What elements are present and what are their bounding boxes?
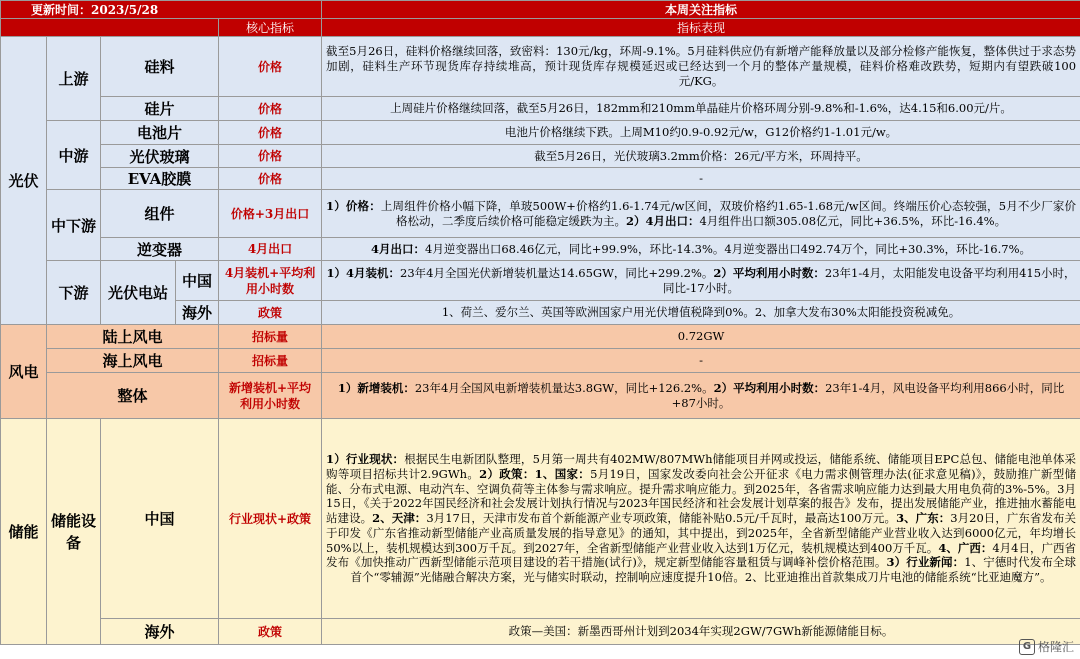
table-row [1, 619, 1080, 645]
indicator-wind-overall: 新增装机+平均利用小时数 [219, 373, 322, 419]
update-time: 更新时间：2023/5/28 [1, 1, 322, 19]
stage-upstream: 上游 [47, 37, 101, 121]
item-module: 组件 [101, 190, 219, 238]
desc-cell: 电池片价格继续下跌。上周M10约0.9-0.92元/w，G12价格约1-1.01元/w。 [322, 121, 1080, 145]
desc-storage-overseas: 政策—美国：新墨西哥州计划到2034年实现2GW/7GWh新能源储能目标。 [322, 619, 1080, 645]
item-glass: 光伏玻璃 [101, 145, 219, 168]
table-row [1, 121, 1080, 145]
stage-downstream: 下游 [47, 261, 101, 325]
section-wind: 风电 [1, 325, 47, 419]
table-row [1, 419, 1080, 619]
item-storage-overseas: 海外 [101, 619, 219, 645]
item-onshore: 陆上风电 [47, 325, 219, 349]
indicator-station-china: 4月装机+平均利用小时数 [219, 261, 322, 301]
table-title: 本周关注指标 [322, 1, 1080, 19]
desc-offshore: - [322, 349, 1080, 373]
desc-silicon-material: 截至5月26日，硅料价格继续回落，致密料：130元/kg，环周-9.1%。5月硅料供应仍有新增产能释放量以及部分检修产能恢复，整体供过于求态势加剧，硅料生产环节现货库存持续堆高，预计现货库存规模延迟或已经达到一个月的整体产量规模，硅料价格难改跌势，短期内有望跌破100元/KG。 [322, 37, 1080, 97]
desc-eva: - [322, 168, 1080, 190]
desc-glass: 截至5月26日，光伏玻璃3.2mm价格：26元/平方米，环周持平。 [322, 145, 1080, 168]
item-silicon-material: 硅料 [101, 37, 219, 97]
item-station: 光伏电站 [101, 261, 176, 325]
indicator-inverter: 4月出口 [219, 238, 322, 261]
item-storage-china: 中国 [101, 419, 219, 619]
desc-onshore: 0.72GW [322, 325, 1080, 349]
section-pv: 光伏 [1, 37, 47, 325]
desc-station-overseas: 1、荷兰、爱尔兰、英国等欧洲国家户用光伏增值税降到0%。2、加拿大发布30%太阳能投资税减免。 [322, 301, 1080, 325]
desc-station-china: 1）4月装机：23年4月全国光伏新增装机量达14.65GW，同比+299.2%。2）平均利用小时数：23年1-4月，太阳能发电设备平均利用415小时，同比-17小时。 [322, 261, 1080, 301]
desc-wafer: 上周硅片价格继续回落，截至5月26日，182mm和210mm单晶硅片价格环周分别-9.8%和-1.6%，达4.15和6.00元/片。 [322, 97, 1080, 121]
table-row [1, 349, 1080, 373]
gelonghui-logo-icon: G [1019, 639, 1035, 655]
item-station-china: 中国 [176, 261, 219, 301]
stage-middown: 中下游 [47, 190, 101, 261]
stage-storage-device: 储能设备 [47, 419, 101, 645]
col-perf-header: 指标表现 [322, 19, 1080, 37]
table-row [1, 145, 1080, 168]
table-row [1, 261, 1080, 301]
indicator-eva: 价格 [219, 168, 322, 190]
stage-midstream: 中游 [47, 121, 101, 190]
indicator-onshore: 招标量 [219, 325, 322, 349]
item-wafer: 硅片 [101, 97, 219, 121]
desc-module: 1）价格：上周组件价格小幅下降，单玻500W+价格约1.6-1.74元/w区间，双玻价格约1.65-1.68元/w区间。终端压价心态较强，5月不少厂家价格松动，二季度后续价格可能稳定缓跌为主。2）4月出口：4月组件出口额305.08亿元，同比+36.5%，环比-16.4%。 [322, 190, 1080, 238]
desc-storage-china: 1）行业现状：根据民生电新团队整理，5月第一周共有402MW/807MWh储能项目并网或投运，储能系统、储能项目EPC总包、储能电池单体采购等项目招标共计2.9GWh。2）政策：1、国家：5月19日，国家发改委向社会公开征求《电力需求侧管理办法(征求意见稿)》，鼓励推广新型储能、分布式电源、电动汽车、空调负荷等主体参与需求响应。提升需求响应能力。到2025年，各省需求响应能力达到最大用电负荷的3%-5%。3月15日，《关于2022年国民经济和社会发展计划执行情况与2023年国民经济和社会发展计划草案的报告》发布，提出发展储能产业，推进抽水蓄能电站建设。2、天津：3月17日，天津市发布首个新能源产业专项政策，储能补贴0.5元/千瓦时，最高达100万元。3、广东：3月20日，广东省发布关于印发《广东省推动新型储能产业高质量发展的指导意见》的通知，其中提出，到2025年，全省新型储能产业营业收入达到6000亿元，年均增长50%以上，装机规模达到300万千瓦。到2027年，全省新型储能产业营业收入达到1万亿元，装机规模达到400万千瓦。4、广西：4月4日，广西省发布《加快推动广西新型储能示范项目建设的若干措施(试行)》，规定新型储能容量租赁与调峰补偿价格范围。3）行业新闻：1、宁德时代发布全球首个“零辅源”光储融合解决方案，光与储实时联动，控制响应速度提升10倍。2、比亚迪推出首款集成刀片电池的储能系统“比亚迪魔方”。 [322, 419, 1080, 619]
indicator-cell: 价格 [219, 121, 322, 145]
indicator-station-overseas: 政策 [219, 301, 322, 325]
table-row [1, 190, 1080, 238]
indicator-storage-overseas: 政策 [219, 619, 322, 645]
header-row-1 [1, 1, 1080, 19]
col-core-header: 核心指标 [219, 19, 322, 37]
item-station-overseas: 海外 [176, 301, 219, 325]
desc-inverter: 4月出口：4月逆变器出口68.46亿元，同比+99.9%，环比-14.3%。4月逆变器出口492.74万个，同比+30.3%，环比-16.7%。 [322, 238, 1080, 261]
indicator-glass: 价格 [219, 145, 322, 168]
watermark: G 格隆汇 [1019, 638, 1074, 655]
header-row-2 [1, 19, 1080, 37]
indicator-offshore: 招标量 [219, 349, 322, 373]
item-cell: 电池片 [101, 121, 219, 145]
table-row [1, 168, 1080, 190]
item-wind-overall: 整体 [47, 373, 219, 419]
desc-wind-overall: 1）新增装机：23年4月全国风电新增装机量达3.8GW，同比+126.2%。2）平均利用小时数：23年1-4月，风电设备平均利用866小时，同比+87小时。 [322, 373, 1080, 419]
table-row [1, 37, 1080, 97]
table-row [1, 238, 1080, 261]
indicator-wafer: 价格 [219, 97, 322, 121]
item-eva: EVA胶膜 [101, 168, 219, 190]
table-row [1, 97, 1080, 121]
table-row [1, 325, 1080, 349]
item-inverter: 逆变器 [101, 238, 219, 261]
table-row [1, 373, 1080, 419]
indicator-module: 价格+3月出口 [219, 190, 322, 238]
section-storage: 储能 [1, 419, 47, 645]
indicator-storage-china: 行业现状+政策 [219, 419, 322, 619]
item-offshore: 海上风电 [47, 349, 219, 373]
indicator-silicon-material: 价格 [219, 37, 322, 97]
